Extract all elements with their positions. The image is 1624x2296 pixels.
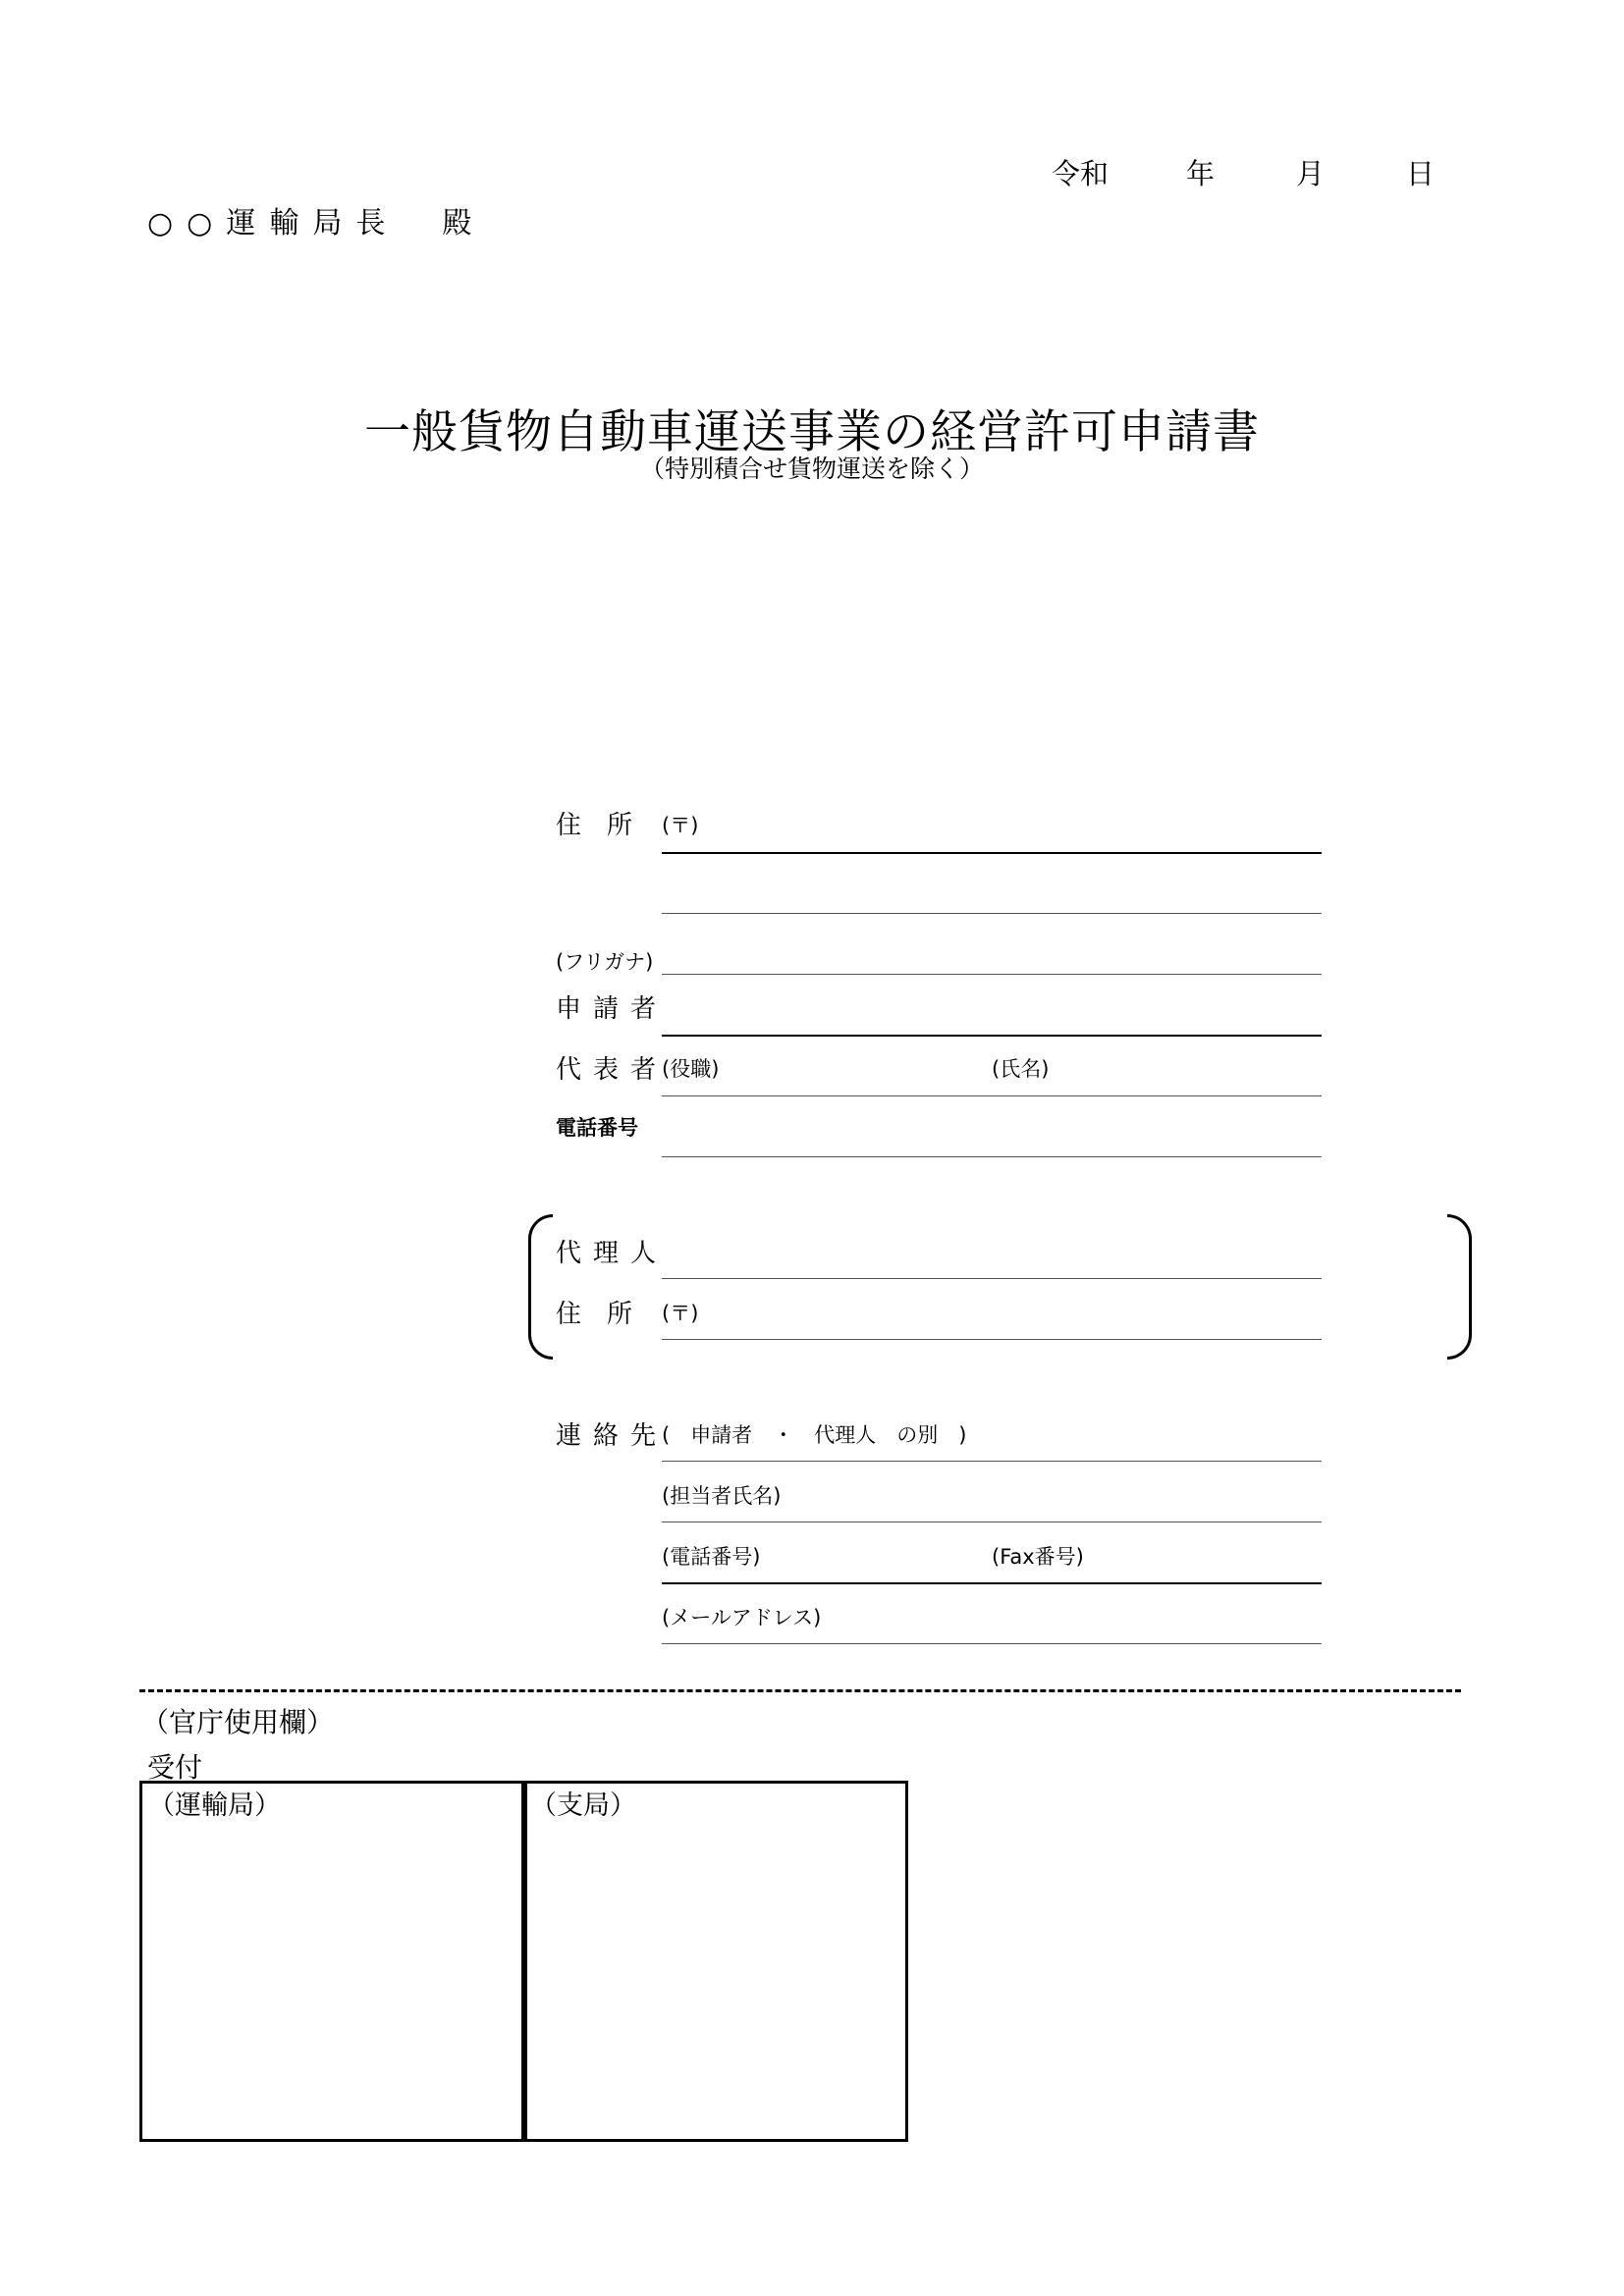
agent-address-line[interactable]: [662, 1339, 1322, 1340]
email-label: (メールアドレス): [662, 1606, 822, 1629]
date-month: 月: [1296, 157, 1326, 190]
branch-label: （支局）: [530, 1790, 636, 1821]
left-brace: [528, 1214, 553, 1360]
right-brace: [1447, 1214, 1472, 1360]
representative-line[interactable]: [662, 1095, 1322, 1096]
address-label: 住 所: [556, 811, 633, 840]
applicant-line[interactable]: [662, 1035, 1322, 1037]
phone-line[interactable]: [662, 1156, 1322, 1157]
phone-label: 電話番号: [556, 1116, 638, 1140]
bureau-stamp-box: [139, 1781, 527, 2142]
date-year: 年: [1186, 157, 1216, 190]
furigana-line[interactable]: [662, 974, 1322, 975]
fax-label: (Fax番号): [992, 1545, 1084, 1569]
address-line-1[interactable]: [662, 852, 1322, 854]
office-use-heading: （官庁使用欄）: [141, 1706, 335, 1738]
position-label: (役職): [662, 1057, 720, 1081]
contact-phone-label: (電話番号): [662, 1545, 761, 1569]
reception-label: 受付: [147, 1751, 203, 1784]
person-label: (担当者氏名): [662, 1484, 782, 1508]
contact-phone-line[interactable]: [662, 1582, 1322, 1584]
address-line-2[interactable]: [662, 913, 1322, 914]
applicant-label: 申請者: [556, 994, 669, 1024]
agent-address-label: 住 所: [556, 1300, 633, 1329]
bureau-label: （運輸局）: [148, 1790, 281, 1821]
agent-label: 代理人: [556, 1239, 669, 1268]
branch-stamp-box: [521, 1781, 908, 2142]
addressee: ○○運輸局長 殿: [147, 206, 486, 240]
contact-selector[interactable]: ( 申請者 ・ 代理人 の別 ): [662, 1423, 967, 1447]
furigana-label: (フリガナ): [556, 950, 654, 974]
document-subtitle: （特別積合せ貨物運送を除く）: [639, 454, 984, 483]
document-title: 一般貨物自動車運送事業の経営許可申請書: [364, 405, 1260, 459]
representative-label: 代表者: [556, 1055, 669, 1085]
postal-mark: (〒): [662, 814, 699, 837]
agent-line[interactable]: [662, 1278, 1322, 1279]
email-line[interactable]: [662, 1643, 1322, 1644]
date-day: 日: [1406, 157, 1435, 190]
agent-postal-mark: (〒): [662, 1302, 699, 1325]
date-era: 令和: [1052, 157, 1110, 190]
cut-line-divider: [139, 1689, 1461, 1692]
contact-line[interactable]: [662, 1461, 1322, 1462]
name-label: (氏名): [992, 1057, 1050, 1081]
contact-label: 連絡先: [556, 1421, 669, 1451]
